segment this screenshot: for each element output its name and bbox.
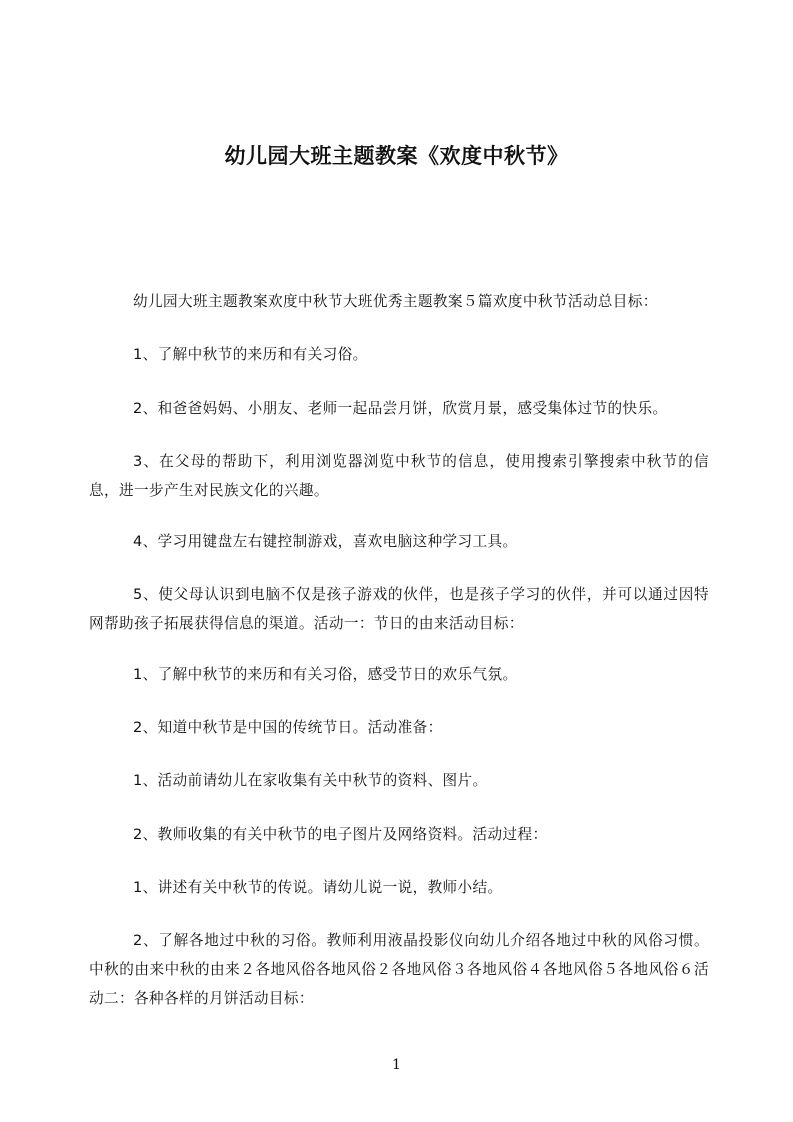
paragraph: 3、在父母的帮助下，利用浏览器浏览中秋节的信息，使用搜索引擎搜索中秋节的信息，进一步产生对民族文化的兴趣。 [89, 453, 709, 499]
paragraph: 5、使父母认识到电脑不仅是孩子游戏的伙伴，也是孩子学习的伙伴，并可以通过因特网帮助孩子拓展获得信息的渠道。活动一：节日的由来活动目标： [89, 586, 709, 632]
paragraph: 1、活动前请幼儿在家收集有关中秋节的资料、图片。 [133, 772, 488, 789]
paragraph: 2、了解各地过中秋的习俗。教师利用液晶投影仪向幼儿介绍各地过中秋的风俗习惯。中秋的由来中秋的由来２各地风俗各地风俗２各地风俗３各地风俗４各地风俗５各地风俗６活动二：各种各样的月饼活动目标： [89, 932, 709, 1007]
paragraph: 2、和爸爸妈妈、小朋友、老师一起品尝月饼，欣赏月景，感受集体过节的快乐。 [133, 400, 668, 417]
paragraph: 1、了解中秋节的来历和有关习俗，感受节日的欢乐气氛。 [133, 666, 518, 683]
document-title: 幼儿园大班主题教案《欢度中秋节》 [224, 144, 569, 168]
paragraph: 1、了解中秋节的来历和有关习俗。 [133, 346, 368, 363]
paragraph: 幼儿园大班主题教案欢度中秋节大班优秀主题教案５篇欢度中秋节活动总目标： [133, 293, 658, 310]
paragraph: 4、学习用键盘左右键控制游戏，喜欢电脑这种学习工具。 [133, 533, 518, 550]
paragraph: 2、教师收集的有关中秋节的电子图片及网络资料。活动过程： [133, 826, 548, 843]
page-number: 1 [392, 1057, 401, 1073]
paragraph: 2、知道中秋节是中国的传统节日。活动准备： [133, 719, 443, 736]
paragraph: 1、讲述有关中秋节的传说。请幼儿说一说，教师小结。 [133, 879, 503, 896]
